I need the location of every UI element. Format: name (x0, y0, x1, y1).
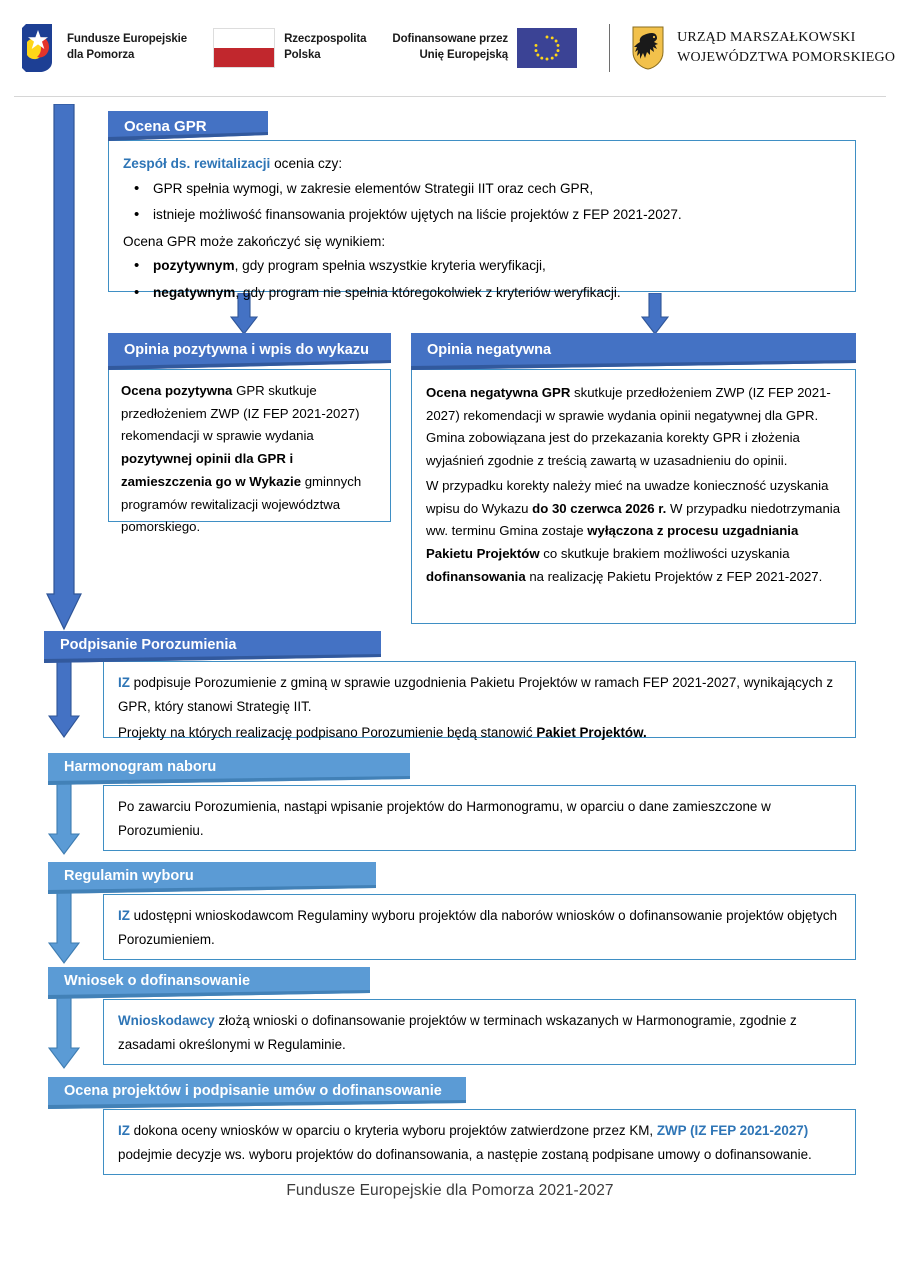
ocena-gpr-bullets-1 (123, 178, 841, 227)
arrow-main-spine (46, 104, 82, 634)
arrow-step-wniosek (48, 994, 80, 1069)
ocena-gpr-bullets-2 (123, 255, 841, 304)
podpisanie-para-2 (118, 721, 841, 745)
box-podpisanie-porozumienia (103, 661, 856, 738)
list-item (153, 255, 841, 278)
list-item (153, 204, 841, 227)
logo-line: Polska (284, 48, 321, 61)
bullet-text: , gdy program nie spełnia któregokolwiek z kryteriów weryfikacji. (235, 284, 621, 300)
body-span: podejmie decyzje ws. wyboru projektów do dofinansowania, a następie zostaną podpisane umowy o dofinansowanie. (118, 1146, 812, 1162)
box-wniosek-o-dofinansowanie (103, 999, 856, 1065)
banner-regulamin-wyboru (48, 862, 376, 894)
body-span: złożą wnioski o dofinansowanie projektów w terminach wskazanych w Harmonogramie, zgodnie z zasadami określonymi w Regulaminie. (118, 1013, 797, 1052)
body-span-bold: pozytywnej opinii dla GPR i zamieszczenia go w Wykazie (121, 451, 302, 489)
body-span-accent: IZ (118, 1123, 130, 1138)
body-span-bold: wyłączona z procesu uzgadniania Pakietu Projektów (426, 523, 799, 561)
intro-rest: ocenia czy: (270, 156, 343, 171)
opinia-pozytywna-body (121, 380, 378, 539)
box-opinia-negatywna (411, 369, 856, 624)
body-span-bold: dofinansowania (426, 568, 526, 584)
body-span-accent: IZ (118, 675, 130, 690)
banner-title: Podpisanie Porozumienia (60, 637, 237, 653)
body-span: na realizację Pakietu Projektów z FEP 2021-2027. (525, 568, 823, 584)
banner-harmonogram-naboru (48, 753, 410, 785)
ocena-projektow-para-1 (118, 1119, 841, 1167)
body-span-accent: ZWP (IZ FEP 2021-2027) (656, 1123, 809, 1138)
banner-opinia-negatywna (411, 333, 856, 370)
body-span: W przypadku niedotrzymania ww. terminu Gmina zostaje (426, 500, 841, 539)
podpisanie-para-1 (118, 671, 841, 719)
logo-line: dla Pomorza (67, 48, 135, 61)
banner-podpisanie-porozumienia (44, 631, 381, 663)
bullet-bold: pozytywnym (153, 258, 235, 274)
body-span: GPR skutkuje przedłożeniem ZWP (IZ FEP 2021-2027) rekomendacji w sprawie wydania (121, 383, 360, 444)
logo-line: WOJEWÓDZTWA POMORSKIEGO (677, 49, 896, 65)
list-item (153, 282, 841, 305)
body-span: udostępni wnioskodawcom Regulaminy wyboru projektów dla naborów wniosków o dofinansowanie projektów objętych Porozumieniem. (118, 908, 838, 947)
box-harmonogram-naboru (103, 785, 856, 851)
banner-title: Ocena projektów i podpisanie umów o dofinansowanie (64, 1083, 442, 1099)
harmonogram-para-1: Po zawarciu Porozumienia, nastąpi wpisanie projektów do Harmonogramu, w oparciu o dane zamieszczone w Porozumieniu. (118, 799, 771, 838)
body-span: Projekty na których realizację podpisano Porozumienie będą stanowić (118, 724, 537, 740)
body-span: co skutkuje brakiem możliwości uzyskania (539, 545, 790, 561)
footer-caption: Fundusze Europejskie dla Pomorza 2021-2027 (286, 1182, 614, 1199)
logo-line: Unię Europejską (419, 48, 509, 61)
banner-title: Ocena GPR (124, 118, 207, 135)
body-span: skutkuje przedłożeniem ZWP (IZ FEP 2021-2027) rekomendacji w sprawie wydania opinii negatywnej dla GPR. Gmina zobowiązana jest do przekazania korekty GPR i złożenia wyjaśnień zgodnie z treścią zawartą w uzasadnieniu do opinii. (426, 385, 831, 469)
regulamin-para-1 (118, 904, 841, 952)
intro-bold: Zespół ds. rewitalizacji (123, 156, 271, 171)
box-ocena-gpr (108, 140, 856, 300)
banner-wniosek-o-dofinansowanie (48, 967, 370, 999)
body-span-bold: do 30 czerwca 2026 r. (532, 500, 667, 516)
opinia-negatywna-para-2 (426, 475, 841, 589)
body-span-bold: Pakiet Projektów. (536, 724, 647, 740)
box-opinia-pozytywna (108, 369, 391, 535)
bullet-bold: negatywnym (153, 284, 236, 300)
logo-line: URZĄD MARSZAŁKOWSKI (677, 30, 856, 46)
opinia-negatywna-para-1 (426, 382, 841, 473)
banner-title: Regulamin wyboru (64, 868, 194, 884)
body-span: gminnych programów rewitalizacji województwa pomorskiego. (121, 473, 362, 535)
body-span-accent: Wnioskodawcy (118, 1013, 215, 1028)
box-regulamin-wyboru (103, 894, 856, 960)
banner-title: Opinia pozytywna i wpis do wykazu (124, 342, 369, 358)
body-span-accent: IZ (118, 908, 130, 923)
bullet-text: , gdy program spełnia wszystkie kryteria weryfikacji, (234, 258, 546, 274)
body-span: W przypadku korekty należy mieć na uwadze konieczność uzyskania wpisu do Wykazu (426, 477, 829, 516)
logo-line: Rzeczpospolita (284, 33, 367, 46)
body-span-bold: Ocena pozytywna (121, 383, 233, 398)
arrow-step-regulamin (48, 889, 80, 964)
ocena-gpr-intro (123, 153, 841, 176)
body-span: podpisuje Porozumienie z gminą w sprawie uzgodnienia Pakietu Projektów w ramach FEP 2021-2027, wynikających z GPR, który stanowi Strategię IIT. (118, 675, 834, 714)
bullet-text: GPR spełnia wymogi, w zakresie elementów Strategii IIT oraz cech GPR, (153, 180, 594, 196)
wniosek-para-1 (118, 1009, 841, 1057)
banner-title: Harmonogram naboru (64, 759, 217, 775)
bullet-text: istnieje możliwość finansowania projektów ujętych na liście projektów z FEP 2021-2027. (153, 207, 682, 223)
body-span-bold: Ocena negatywna GPR (426, 385, 571, 400)
banner-ocena-projektow (48, 1077, 466, 1109)
box-ocena-projektow (103, 1109, 856, 1175)
arrow-step-harmonogram (48, 780, 80, 855)
banner-title: Opinia negatywna (427, 342, 552, 358)
list-item (153, 178, 841, 201)
body-span: dokona oceny wniosków w oparciu o kryteria wyboru projektów zatwierdzone przez KM, (129, 1123, 657, 1138)
logo-line: Fundusze Europejskie (67, 33, 188, 46)
arrow-step-podpisanie (48, 658, 80, 738)
ocena-gpr-mid-line: Ocena GPR może zakończyć się wynikiem: (123, 233, 386, 249)
banner-ocena-gpr (108, 111, 268, 141)
banner-opinia-pozytywna (108, 333, 391, 370)
logo-line: Dofinansowane przez (392, 33, 509, 46)
banner-title: Wniosek o dofinansowanie (64, 973, 251, 989)
